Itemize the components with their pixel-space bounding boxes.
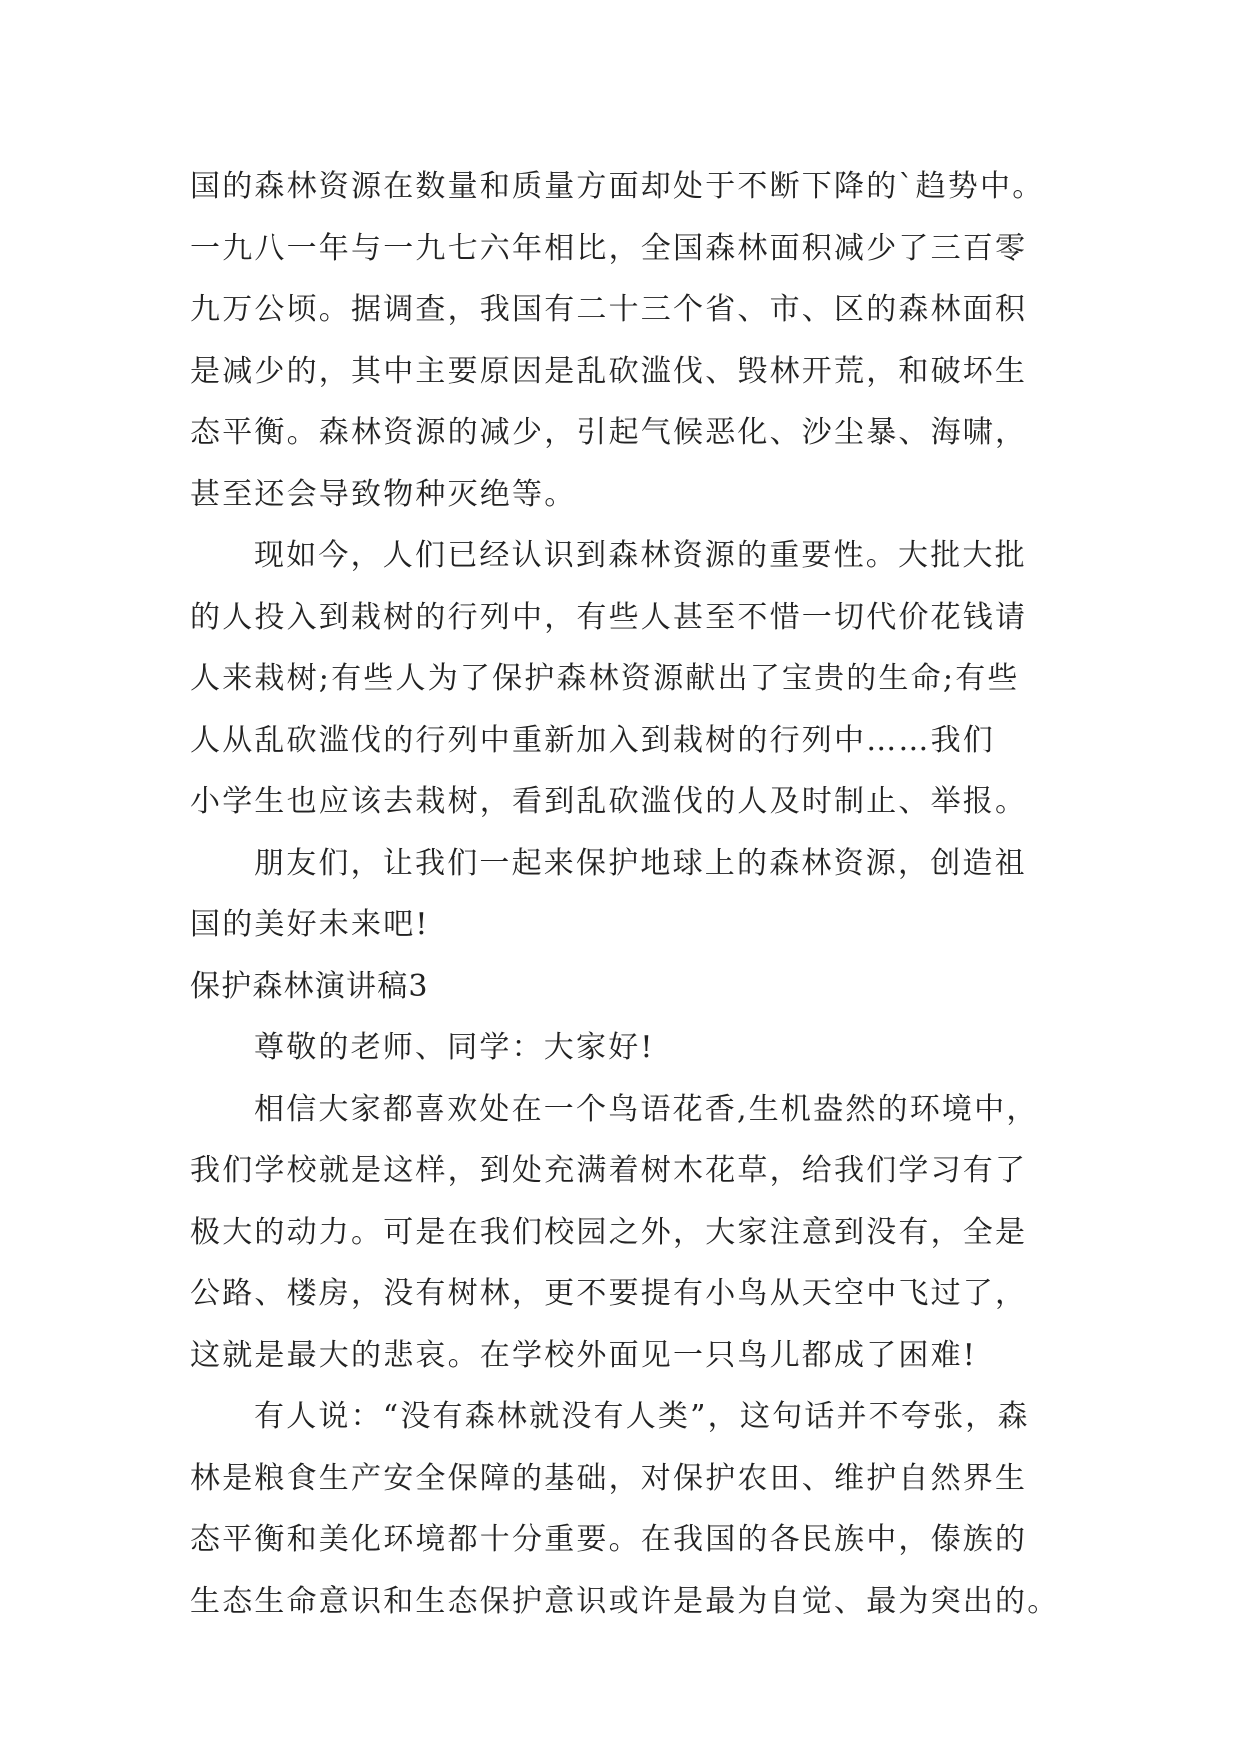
text-line: 国的美好未来吧! [190, 907, 430, 942]
text-line: 态平衡和美化环境都十分重要。在我国的各民族中，傣族的 [190, 1522, 1028, 1557]
text-line: 九万公顷。据调查，我国有二十三个省、市、区的森林面积 [190, 292, 1028, 327]
text-line: 一九八一年与一九七六年相比，全国森林面积减少了三百零 [190, 230, 1028, 266]
text-line: 人来栽树;有些人为了保护森林资源献出了宝贵的生命;有些 [190, 661, 1020, 696]
text-line: 生态生命意识和生态保护意识或许是最为自觉、最为突出的。 [190, 1583, 1060, 1619]
text-line: 态平衡。森林资源的减少，引起气候恶化、沙尘暴、海啸， [190, 415, 1028, 450]
text-line: 公路、楼房，没有树林，更不要提有小鸟从天空中飞过了， [190, 1276, 1028, 1311]
paragraph-first-line: 现如今，人们已经认识到森林资源的重要性。大批大批 [254, 538, 1027, 573]
greeting-line: 尊敬的老师、同学：大家好! [254, 1030, 655, 1065]
text-line: 林是粮食生产安全保障的基础，对保护农田、维护自然界生 [190, 1460, 1028, 1496]
section-heading: 保护森林演讲稿3 [190, 968, 429, 1004]
paragraph-first-line: 有人说：“没有森林就没有人类”，这句话并不夸张，森 [254, 1399, 1030, 1434]
text-line: 小学生也应该去栽树，看到乱砍滥伐的人及时制止、举报。 [190, 784, 1028, 819]
text-line: 这就是最大的悲哀。在学校外面见一只鸟儿都成了困难! [190, 1337, 978, 1373]
text-line: 极大的动力。可是在我们校园之外，大家注意到没有，全是 [190, 1214, 1028, 1250]
text-line: 国的森林资源在数量和质量方面却处于不断下降的`趋势中。 [190, 169, 1045, 204]
text-line: 人从乱砍滥伐的行列中重新加入到栽树的行列中……我们 [190, 722, 995, 758]
text-line: 是减少的，其中主要原因是乱砍滥伐、毁林开荒，和破坏生 [190, 353, 1028, 389]
text-line: 我们学校就是这样，到处充满着树木花草，给我们学习有了 [190, 1153, 1028, 1188]
paragraph-first-line: 朋友们，让我们一起来保护地球上的森林资源，创造祖 [254, 845, 1027, 881]
paragraph-first-line: 相信大家都喜欢处在一个鸟语花香,生机盎然的环境中， [254, 1091, 1039, 1127]
document-body [190, 156, 1060, 1632]
text-line: 甚至还会导致物种灭绝等。 [190, 476, 577, 512]
text-line: 的人投入到栽树的行列中，有些人甚至不惜一切代价花钱请 [190, 599, 1028, 635]
